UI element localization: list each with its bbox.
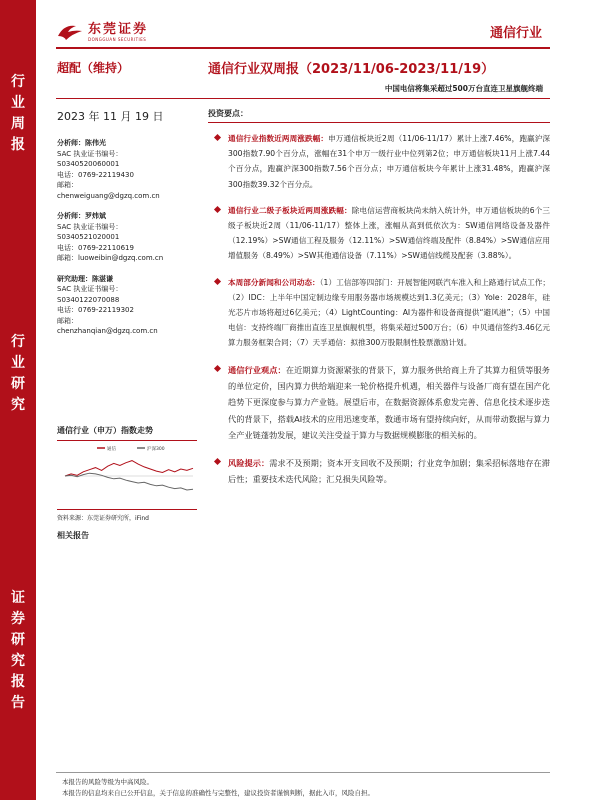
bullet-heading: 通信行业二级子板块近两周涨跌幅： — [228, 205, 352, 215]
sidebar-char: 周 — [11, 116, 25, 132]
report-date: 2023 年 11 月 19 日 — [57, 110, 164, 123]
analyst-cert-label: SAC 执业证书编号： — [57, 285, 123, 293]
left-column — [57, 108, 197, 347]
investment-points — [208, 108, 550, 498]
analyst-cert-number: S0340122070088 — [57, 295, 120, 304]
diamond-bullet-icon — [214, 278, 221, 285]
bullet-subsector-performance — [208, 203, 550, 264]
index-chart-panel — [57, 425, 197, 541]
report-subtitle: 中国电信将集采超过500万台直连卫星旗舰终端 — [384, 84, 543, 93]
analyst-phone: 电话：0769-22110619 — [57, 243, 134, 252]
bullet-text: 申万通信板块近2周（11/06-11/17）累计上涨7.46%，跑赢沪深300指数7.90个百分点，涨幅在31个申万一级行业中位列第2位；申万通信板块11月上涨7.44个百分点，跑赢沪深300指数7.56个百分点；申万通信板块今年累计上涨31.48%，跑赢沪深300指数39.32个百分点。 — [228, 134, 551, 189]
subtitle-divider — [56, 98, 550, 99]
diamond-bullet-icon — [214, 134, 221, 141]
report-title: 通信行业双周报（2023/11/06-2023/11/19） — [208, 62, 495, 77]
analyst-name: 分析师：陈伟光 — [57, 139, 106, 147]
bullet-news — [208, 275, 550, 351]
footer-disclaimer: 本报告的信息均来自已公开信息，关于信息的准确性与完整性，建议投资者谨慎判断，据此入市，风险自担。 — [62, 789, 374, 797]
analyst-block — [57, 138, 197, 201]
sidebar-label-report — [0, 588, 36, 714]
bullet-heading: 风险提示： — [228, 457, 270, 468]
brand-name-en: DONGGUAN SECURITIES — [88, 36, 147, 42]
analyst-phone: 电话：0769-22119430 — [57, 170, 134, 179]
investment-points-title: 投资要点： — [208, 108, 550, 123]
legend-label: 通信 — [107, 447, 116, 452]
sidebar-char: 业 — [11, 355, 25, 371]
analyst-cert-label: SAC 执业证书编号： — [57, 222, 123, 231]
analyst-email[interactable]: chenweiguang@dgzq.com.cn — [57, 191, 160, 200]
sidebar-char: 究 — [11, 397, 25, 413]
header-divider — [56, 47, 550, 49]
analyst-cert-number: S0340520060001 — [57, 160, 120, 168]
bullet-text: （1）工信部等四部门：开展智能网联汽车准入和上路通行试点工作；（2）IDC：上半年中国定制边缘专用服务器市场规模达到1.3亿美元；（3）Yole：2028年，硅光芯片市场将超过6亿美元；（4）LightCounting：AI为器件和设备商提供“避风港”；（5）中国电信：支持终端厂商推出直连卫星旗舰机型，将集采超过500万台；（6）中贝通信签约3.46亿元算力服务框架合同；（7）天孚通信：拟推300万股限制性股票激励计划。 — [228, 277, 551, 348]
sidebar-char: 报 — [11, 137, 25, 153]
bullet-index-performance — [208, 131, 550, 192]
bullet-heading: 通信行业指数近两周涨跌幅： — [228, 134, 329, 143]
footer — [62, 777, 374, 799]
diamond-bullet-icon — [214, 365, 221, 372]
sidebar — [0, 0, 36, 800]
analyst-cert-label: SAC 执业证书编号： — [57, 149, 123, 158]
sidebar-char: 行 — [11, 334, 25, 350]
industry-label: 通信行业 — [489, 26, 542, 41]
dgzq-bird-logo-icon — [56, 22, 84, 42]
analyst-email-label: 邮箱： — [57, 316, 78, 325]
analyst-name: 研究助理：陈湛谦 — [57, 274, 113, 283]
sidebar-label-weekly — [0, 72, 36, 156]
analyst-email[interactable]: 邮箱：luoweibin@dgzq.com.cn — [57, 254, 164, 262]
legend-label: 沪深300 — [147, 447, 165, 452]
sidebar-char: 研 — [11, 632, 25, 648]
sidebar-char: 业 — [11, 95, 25, 111]
company-logo — [56, 22, 148, 42]
sidebar-char: 券 — [11, 611, 25, 627]
bullet-text: 需求不及预期；资本开支回收不及预期；行业竞争加剧；集采招标落地存在滞后性；重要技术迭代风险；汇兑损失风险等。 — [228, 457, 550, 485]
bullet-text: 在近期算力资源紧张的背景下，算力服务供给商上升了其算力租赁等服务的单位定价，国内算力供给端迎来一轮价格提升机遇，相关器件与设备厂商有望在国产化趋势下更深度参与算力产业链。展望后市，在数据资源体系愈发完善、信息化技术逐步迭代的背景下，搭载AI技术的应用迅速变革，数通市场有望持续向好，从而带动数据与算力全产业链蓬勃发展，建议关注受益于算力与数据规模膨胀的相关标的。 — [228, 364, 550, 441]
analyst-email-label: 邮箱： — [57, 181, 78, 189]
bullet-text: 除电信运营商板块尚未纳入统计外，申万通信板块的6个三级子板块近2周（11/06-11/17）整体上涨，涨幅从高到低依次为：SW通信网络设备及器件（12.19%）>SW通信工程及服务（12.11%）>SW通信终端及配件（8.84%）>SW通信应用增值服务（8.49%）>SW其他通信设备（7.11%）>SW通信线缆及配套（3.88%）。 — [228, 205, 550, 261]
bullet-risk — [208, 455, 550, 488]
bullet-heading: 通信行业观点： — [228, 364, 286, 375]
diamond-bullet-icon — [214, 458, 221, 465]
sidebar-label-research — [0, 332, 36, 416]
analyst-email[interactable]: chenzhanqian@dgzq.com.cn — [57, 327, 158, 335]
sidebar-char: 告 — [11, 695, 25, 711]
brand-name: 东莞证券 — [88, 21, 149, 37]
bullet-industry-view — [208, 362, 550, 444]
related-reports-heading[interactable]: 相关报告 — [57, 531, 89, 540]
sidebar-char: 究 — [11, 653, 25, 669]
analyst-phone: 电话：0769-22119302 — [57, 306, 134, 314]
sidebar-char: 证 — [11, 590, 25, 606]
footer-risk-level: 本报告的风险等级为中高风险。 — [62, 778, 153, 786]
diamond-bullet-icon — [214, 206, 221, 213]
sidebar-char: 研 — [11, 376, 25, 392]
analyst-cert-number: S0340521020001 — [57, 233, 120, 241]
chart-source: 资料来源：东莞证券研究所，iFind — [57, 509, 197, 522]
analyst-block — [57, 274, 197, 337]
footer-divider — [56, 772, 550, 773]
sidebar-char: 报 — [11, 674, 25, 690]
bullet-heading: 本周部分新闻和公司动态： — [228, 277, 320, 287]
sidebar-char: 行 — [11, 74, 25, 90]
analyst-block — [57, 211, 197, 264]
rating: 超配（维持） — [57, 61, 130, 75]
chart-title: 通信行业（申万）指数走势 — [57, 425, 197, 441]
index-line-chart — [57, 443, 197, 505]
analyst-name: 分析师：罗炜斌 — [57, 212, 106, 220]
